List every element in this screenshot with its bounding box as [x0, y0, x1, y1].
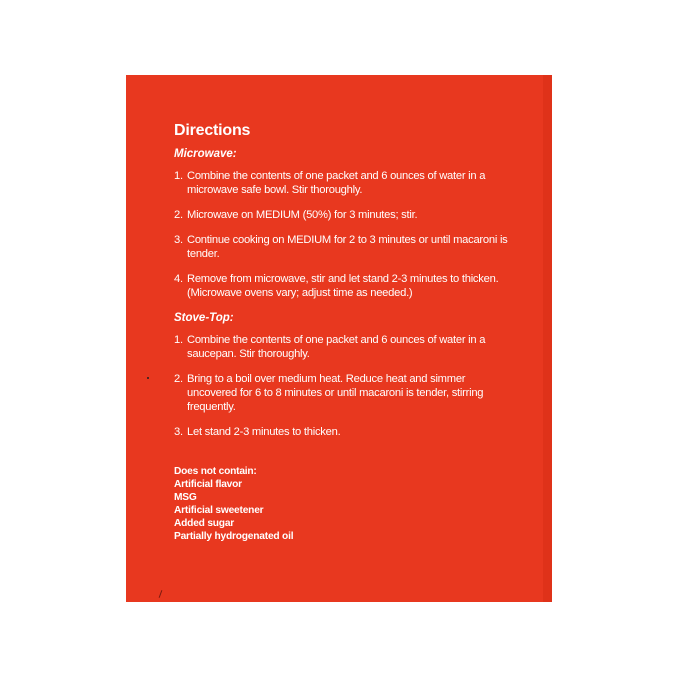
step-number: 3. [174, 234, 183, 246]
step-text: Remove from microwave, stir and let stand 2-3 minutes to thicken. (Microwave ovens vary; adjust time as needed.) [187, 273, 499, 299]
directions-title: Directions [174, 122, 251, 139]
microwave-step [174, 208, 514, 222]
step-number: 1. [174, 334, 183, 346]
step-number: 4. [174, 273, 183, 285]
microwave-steps [174, 169, 514, 300]
step-text: Microwave on MEDIUM (50%) for 3 minutes; stir. [187, 209, 418, 221]
step-number: 2. [174, 209, 183, 221]
list-item: Artificial sweetener [174, 505, 264, 516]
step-number: 3. [174, 426, 183, 438]
stovetop-steps [174, 333, 514, 439]
does-not-contain-heading: Does not contain: [174, 466, 257, 477]
microwave-step [174, 272, 514, 300]
directions-content [174, 121, 514, 543]
directions-panel [126, 75, 552, 602]
step-number: 2. [174, 373, 183, 385]
microwave-step [174, 169, 514, 197]
stovetop-heading: Stove-Top: [174, 312, 234, 324]
step-text: Continue cooking on MEDIUM for 2 to 3 minutes or until macaroni is tender. [187, 234, 508, 260]
step-text: Combine the contents of one packet and 6 ounces of water in a microwave safe bowl. Stir thoroughly. [187, 170, 486, 196]
step-text: Combine the contents of one packet and 6 ounces of water in a saucepan. Stir thoroughly. [187, 334, 486, 360]
does-not-contain-list [174, 465, 514, 543]
step-text: Bring to a boil over medium heat. Reduce heat and simmer uncovered for 6 to 8 minutes or until macaroni is tender, stirring frequently. [187, 373, 484, 413]
microwave-heading: Microwave: [174, 148, 237, 160]
stovetop-step [174, 333, 514, 361]
list-item: MSG [174, 492, 197, 503]
list-item: Partially hydrogenated oil [174, 531, 294, 542]
stovetop-step [174, 425, 514, 439]
list-item: Artificial flavor [174, 479, 242, 490]
step-text: Let stand 2-3 minutes to thicken. [187, 426, 341, 438]
stovetop-step [174, 372, 514, 414]
speck-mark [147, 377, 149, 379]
panel-edge-shadow [543, 75, 552, 602]
microwave-step [174, 233, 514, 261]
list-item: Added sugar [174, 518, 235, 529]
step-number: 1. [174, 170, 183, 182]
